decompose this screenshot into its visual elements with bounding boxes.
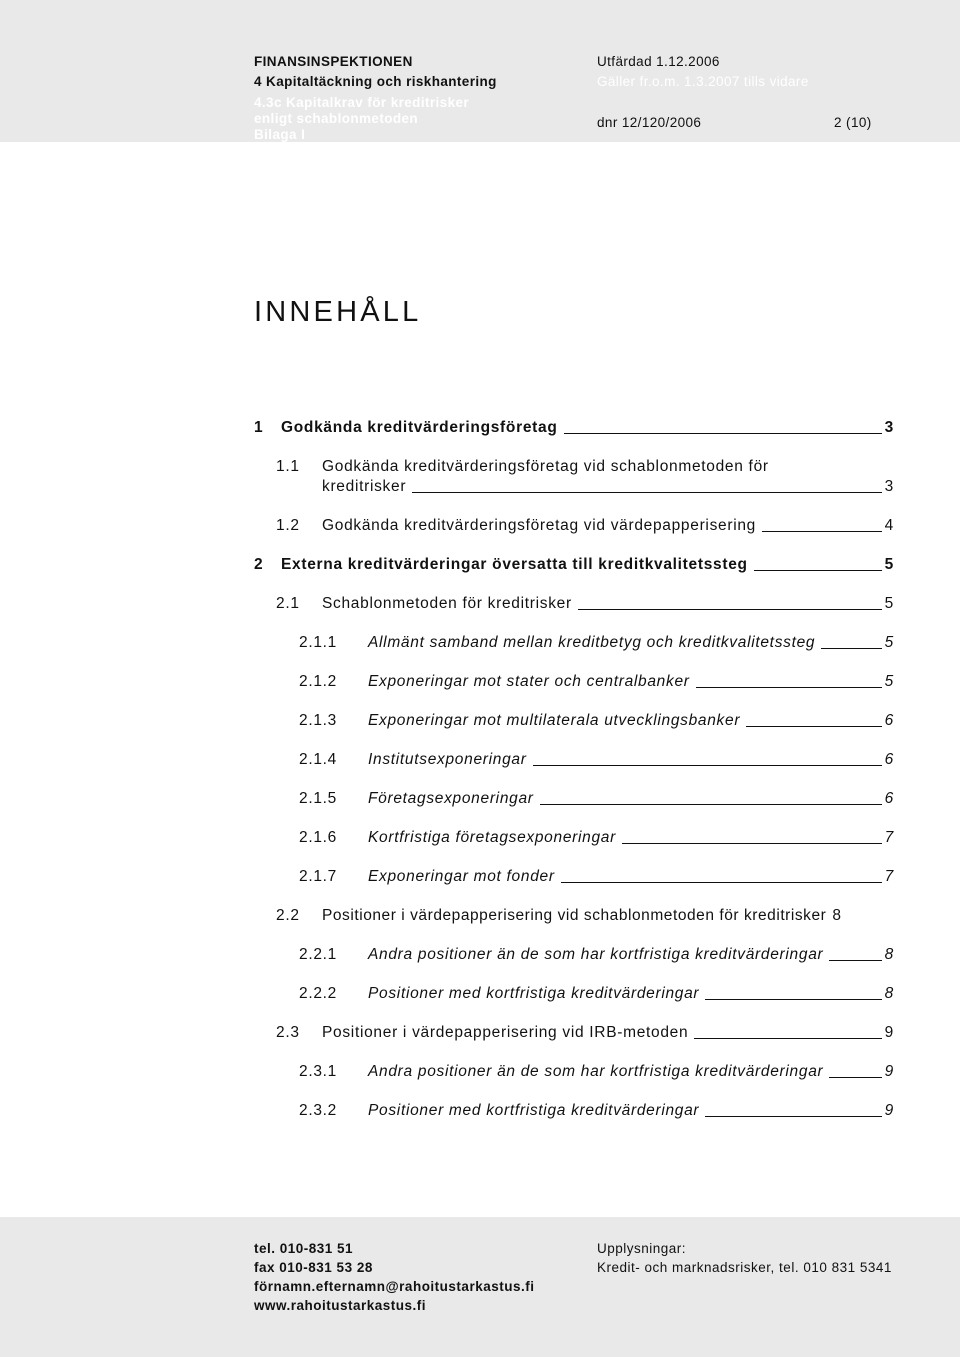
toc-leader <box>754 570 882 571</box>
toc-number: 2.3.1 <box>299 1063 337 1080</box>
toc-entry[interactable] <box>254 418 894 438</box>
toc-number: 2.1.4 <box>299 751 337 768</box>
toc-number: 2.3 <box>276 1024 300 1041</box>
toc-page: 5 <box>884 634 894 651</box>
toc-leader <box>829 960 881 961</box>
toc-number: 2.3.2 <box>299 1102 337 1119</box>
toc-leader <box>533 765 882 766</box>
toc-number: 2.1 <box>276 595 300 612</box>
toc-page: 3 <box>884 478 894 495</box>
header-valid: Gäller fr.o.m. 1.3.2007 tills vidare <box>597 74 809 89</box>
toc-page: 8 <box>884 946 894 963</box>
footer-fax: fax 010-831 53 28 <box>254 1260 373 1275</box>
toc-entry[interactable] <box>276 906 894 926</box>
toc-page: 8 <box>884 985 894 1002</box>
toc-number: 1.1 <box>276 458 300 475</box>
footer-info-value: Kredit- och marknadsrisker, tel. 010 831 5341 <box>597 1260 892 1275</box>
toc-entry[interactable] <box>299 867 894 887</box>
header-issued: Utfärdad 1.12.2006 <box>597 54 720 69</box>
toc-leader <box>821 648 881 649</box>
toc-page: 3 <box>884 419 894 436</box>
toc-page: 6 <box>884 712 894 729</box>
header-section-sub: enligt schablonmetoden <box>254 111 419 126</box>
toc-label: Schablonmetoden för kreditrisker <box>322 595 572 612</box>
toc-page: 9 <box>884 1102 894 1119</box>
toc-number: 2 <box>254 556 264 573</box>
toc-label: Företagsexponeringar <box>368 790 534 807</box>
toc-page: 9 <box>884 1024 894 1041</box>
toc-page: 5 <box>884 595 894 612</box>
toc-leader <box>578 609 882 610</box>
header-page: 2 (10) <box>834 115 872 130</box>
toc-label: Andra positioner än de som har kortfristiga kreditvärderingar <box>368 1063 824 1080</box>
footer-tel: tel. 010-831 51 <box>254 1241 354 1256</box>
toc-page: 8 <box>832 907 842 924</box>
toc-leader <box>829 1077 881 1078</box>
toc-entry-line2[interactable] <box>322 477 894 497</box>
toc-entry[interactable] <box>299 750 894 770</box>
toc-page: 4 <box>884 517 894 534</box>
header-annex: Bilaga I <box>254 127 306 142</box>
toc-label: Exponeringar mot multilaterala utvecklingsbanker <box>368 712 741 729</box>
toc-leader <box>564 433 882 434</box>
toc-page: 9 <box>884 1063 894 1080</box>
toc-page: 7 <box>884 868 894 885</box>
footer-info-label: Upplysningar: <box>597 1241 687 1256</box>
toc-label-cont: kreditrisker <box>322 478 407 495</box>
toc-leader <box>705 999 881 1000</box>
toc-number: 2.1.7 <box>299 868 337 885</box>
toc-entry-line1[interactable] <box>276 457 769 477</box>
toc-entry[interactable] <box>299 828 894 848</box>
toc-entry[interactable] <box>299 984 894 1004</box>
toc-label: Godkända kreditvärderingsföretag <box>281 419 558 436</box>
toc-label: Positioner med kortfristiga kreditvärderingar <box>368 985 700 1002</box>
toc-label: Exponeringar mot fonder <box>368 868 555 885</box>
toc-label: Externa kreditvärderingar översatta till kreditkvalitetssteg <box>281 556 748 573</box>
toc-page: 6 <box>884 790 894 807</box>
toc-page: 7 <box>884 829 894 846</box>
page-title: INNEHÅLL <box>254 296 422 328</box>
toc-page: 6 <box>884 751 894 768</box>
toc-entry[interactable] <box>276 516 894 536</box>
toc-leader <box>561 882 882 883</box>
toc-label: Godkända kreditvärderingsföretag vid schablonmetoden för <box>322 458 769 475</box>
toc-label: Allmänt samband mellan kreditbetyg och kreditkvalitetssteg <box>368 634 816 651</box>
toc-number: 2.2.2 <box>299 985 337 1002</box>
toc-leader <box>540 804 882 805</box>
toc-entry[interactable] <box>254 555 894 575</box>
toc-number: 2.1.6 <box>299 829 337 846</box>
toc-number: 1 <box>254 419 264 436</box>
toc-leader <box>694 1038 881 1039</box>
toc-leader <box>762 531 882 532</box>
toc-leader <box>622 843 882 844</box>
header-dnr: dnr 12/120/2006 <box>597 115 702 130</box>
toc-label: Positioner i värdepapperisering vid IRB-metoden <box>322 1024 689 1041</box>
toc-page: 5 <box>884 556 894 573</box>
toc-number: 2.1.2 <box>299 673 337 690</box>
header-org: FINANSINSPEKTIONEN <box>254 54 413 69</box>
toc-label: Godkända kreditvärderingsföretag vid värdepapperisering <box>322 517 756 534</box>
toc-number: 1.2 <box>276 517 300 534</box>
toc-label: Institutsexponeringar <box>368 751 527 768</box>
toc-entry[interactable] <box>299 633 894 653</box>
toc-leader <box>746 726 881 727</box>
toc-label: Positioner i värdepapperisering vid schablonmetoden för kreditrisker <box>322 907 827 924</box>
toc-leader <box>705 1116 881 1117</box>
toc-number: 2.2 <box>276 907 300 924</box>
header-section: 4.3c Kapitalkrav för kreditrisker <box>254 95 470 110</box>
toc-label: Andra positioner än de som har kortfristiga kreditvärderingar <box>368 946 824 963</box>
toc-number: 2.1.3 <box>299 712 337 729</box>
toc-label: Exponeringar mot stater och centralbanker <box>368 673 690 690</box>
toc-leader <box>696 687 882 688</box>
toc-number: 2.1.5 <box>299 790 337 807</box>
header-chapter: 4 Kapitaltäckning och riskhantering <box>254 74 497 89</box>
toc-leader <box>412 492 881 493</box>
footer-website[interactable]: www.rahoitustarkastus.fi <box>254 1298 427 1313</box>
toc-number: 2.2.1 <box>299 946 337 963</box>
toc-entry[interactable] <box>299 945 894 965</box>
toc-label: Kortfristiga företagsexponeringar <box>368 829 616 846</box>
toc-label: Positioner med kortfristiga kreditvärderingar <box>368 1102 700 1119</box>
toc-entry[interactable] <box>276 1023 894 1043</box>
toc-entry[interactable] <box>299 1062 894 1082</box>
footer-email[interactable]: förnamn.efternamn@rahoitustarkastus.fi <box>254 1279 535 1294</box>
toc-entry[interactable] <box>276 594 894 614</box>
toc-entry[interactable] <box>299 789 894 809</box>
toc-number: 2.1.1 <box>299 634 337 651</box>
toc-entry[interactable] <box>299 1101 894 1121</box>
toc-entry[interactable] <box>299 711 894 731</box>
toc-entry[interactable] <box>299 672 894 692</box>
toc-page: 5 <box>884 673 894 690</box>
